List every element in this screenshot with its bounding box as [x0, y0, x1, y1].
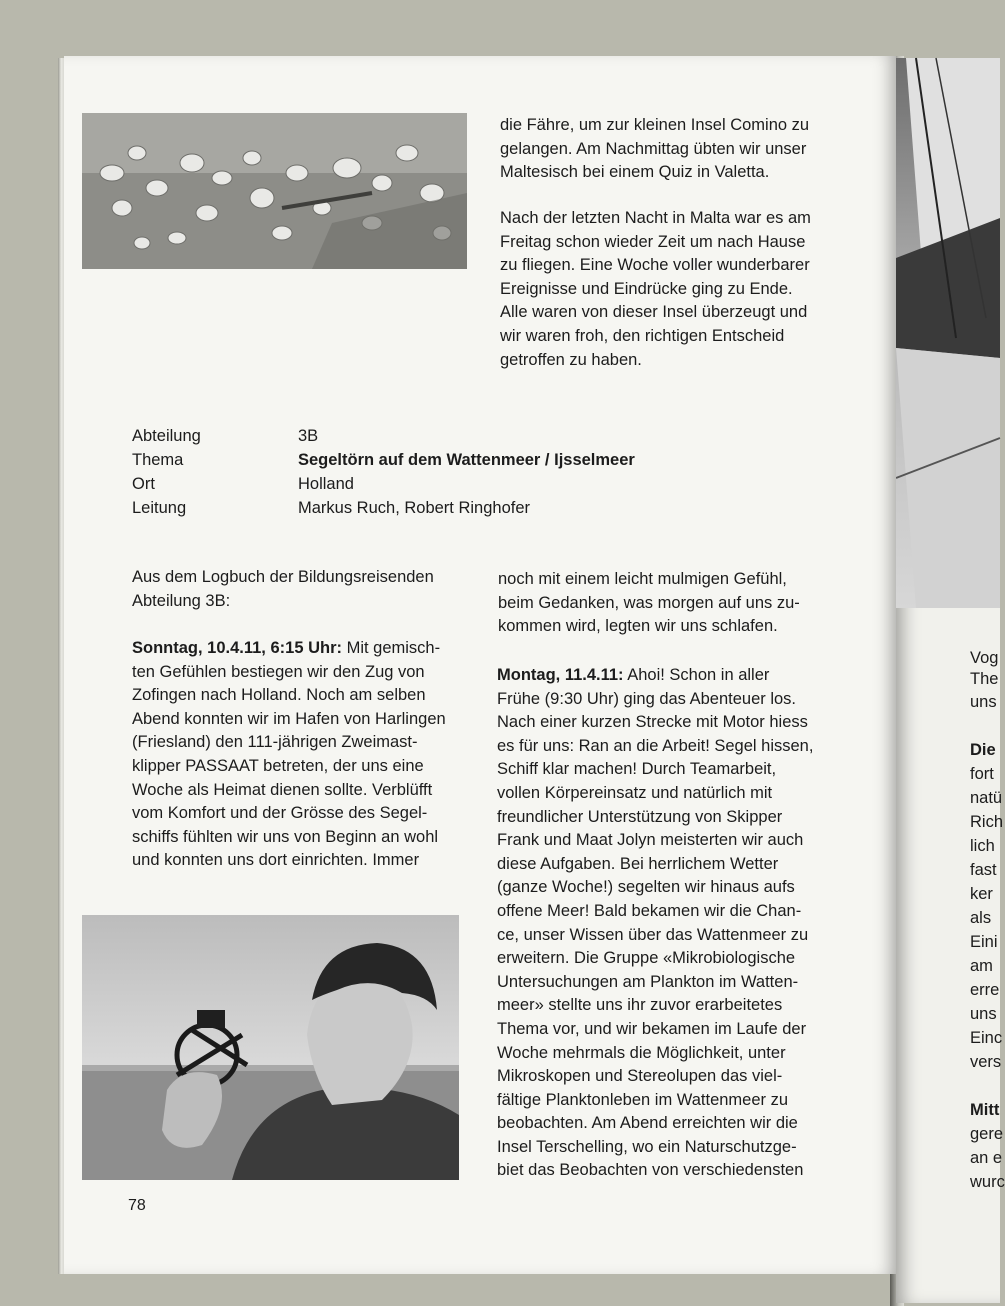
- text-line: schiffs fühlten wir uns von Beginn an wohl: [132, 827, 439, 846]
- right-page-fragment: an e: [970, 1149, 1003, 1167]
- text-line: Nach einer kurzen Strecke mit Motor hiess: [497, 713, 808, 732]
- right-page-fragment: vers: [970, 1053, 1002, 1071]
- info-row-abteilung: [132, 424, 692, 448]
- right-page-fragment: Einc: [970, 1029, 1003, 1047]
- text-line: Insel Terschelling, wo ein Naturschutzge-: [497, 1137, 797, 1156]
- info-value-abteilung: 3B: [298, 427, 319, 445]
- right-page-fragment: Vog: [970, 649, 999, 667]
- text-line: beobachten. Am Abend erreichten wir die: [497, 1114, 798, 1133]
- text-line: Abteilung 3B:: [132, 591, 231, 610]
- text-line: es für uns: Ran an die Arbeit! Segel hissen,: [497, 736, 814, 755]
- text-line: klipper PASSAAT betreten, der uns eine: [132, 756, 424, 775]
- text-line: Ereignisse und Eindrücke ging zu Ende.: [500, 279, 793, 298]
- text-line: Mit gemisch-: [342, 639, 441, 657]
- text-line: wir waren froh, den richtigen Entscheid: [500, 326, 785, 345]
- info-label: Abteilung: [132, 427, 201, 445]
- text-line: (Friesland) den 111-jährigen Zweimast-: [132, 733, 418, 752]
- sunday-entry: [132, 637, 462, 873]
- text-line: noch mit einem leicht mulmigen Gefühl,: [498, 570, 787, 588]
- text-line: Aus dem Logbuch der Bildungsreisenden: [132, 568, 434, 586]
- text-line: ten Gefühlen bestiegen wir den Zug von: [132, 662, 425, 681]
- text-line: und konnten uns dort einrichten. Immer: [132, 851, 420, 870]
- right-page-fragment: ker: [970, 885, 993, 903]
- text-line: meer» stellte uns ihr zuvor erarbeitetes: [497, 996, 783, 1015]
- text-line: (ganze Woche!) segelten wir hinaus aufs: [497, 878, 795, 897]
- right-page-fragment: fast: [970, 861, 997, 879]
- text-line: beim Gedanken, was morgen auf uns zu-: [498, 593, 800, 612]
- right-page-fragment: Mitt: [970, 1101, 1000, 1119]
- right-page-fragment: Die: [970, 741, 996, 759]
- text-line: biet das Beobachten von verschiedensten: [497, 1161, 804, 1180]
- text-line: Frühe (9:30 Uhr) ging das Abenteuer los.: [497, 689, 797, 708]
- text-line: Woche mehrmals die Möglichkeit, unter: [497, 1043, 786, 1062]
- right-page-fragment: wurc: [970, 1173, 1005, 1191]
- right-page-fragment: uns: [970, 693, 997, 711]
- text-line: Zofingen nach Holland. Noch am selben: [132, 686, 426, 705]
- sunday-entry-cont: [498, 568, 831, 639]
- info-label: Leitung: [132, 499, 187, 517]
- sailboat-photo: [896, 58, 1000, 608]
- info-label: Thema: [132, 451, 184, 469]
- text-line: fältige Planktonleben im Wattenmeer zu: [497, 1090, 789, 1109]
- text-line: vom Komfort und der Grösse des Segel-: [132, 804, 428, 823]
- text-line: gelangen. Am Nachmittag übten wir unser: [500, 139, 807, 158]
- text-line: Freitag schon wieder Zeit um nach Hause: [500, 232, 806, 251]
- info-row-thema: [132, 448, 692, 472]
- right-page-fragment: gere: [970, 1125, 1004, 1143]
- text-line: Thema vor, und wir bekamen im Laufe der: [497, 1019, 807, 1038]
- text-line: Schiff klar machen! Durch Teamarbeit,: [497, 760, 777, 779]
- text-line: offene Meer! Bald bekamen wir die Chan-: [497, 901, 802, 920]
- malta-text-end: [500, 114, 830, 185]
- text-line: Abend konnten wir im Hafen von Harlingen: [132, 709, 446, 728]
- text-line: Mikroskopen und Stereolupen das viel-: [497, 1067, 783, 1086]
- page-number: 78: [128, 1197, 146, 1214]
- info-value-thema: Segeltörn auf dem Wattenmeer / Ijsselmeer: [298, 451, 635, 469]
- sextant-photo: [82, 915, 459, 1180]
- malta-text-final: [500, 207, 830, 372]
- text-line: getroffen zu haben.: [500, 350, 642, 369]
- right-page-fragment: natü: [970, 789, 1003, 807]
- right-page-fragment: The: [970, 670, 999, 688]
- text-line: Maltesisch bei einem Quiz in Valetta.: [500, 163, 770, 182]
- right-page-fragment: als: [970, 909, 992, 927]
- sunday-heading: Sonntag, 10.4.11, 6:15 Uhr:: [132, 639, 342, 657]
- right-page-fragment: uns: [970, 1005, 997, 1023]
- right-page-fragment: Eini: [970, 933, 998, 951]
- info-row-ort: [132, 472, 692, 496]
- info-value-leitung: Markus Ruch, Robert Ringhofer: [298, 499, 531, 517]
- right-page-fragment: am: [970, 957, 993, 975]
- right-page-fragment: lich: [970, 837, 995, 855]
- text-line: zu fliegen. Eine Woche voller wunderbarer: [500, 256, 810, 275]
- text-line: Ahoi! Schon in aller: [623, 666, 770, 684]
- monday-entry: [497, 664, 830, 1183]
- info-value-ort: Holland: [298, 475, 354, 493]
- text-line: erweitern. Die Gruppe «Mikrobiologische: [497, 949, 796, 968]
- right-page-fragment: fort: [970, 765, 994, 783]
- text-line: kommen wird, legten wir uns schlafen.: [498, 617, 778, 636]
- monday-heading: Montag, 11.4.11:: [497, 666, 624, 684]
- text-line: Frank und Maat Jolyn meisterten wir auch: [497, 831, 804, 850]
- info-row-leitung: [132, 496, 692, 520]
- right-page-fragment: Rich: [970, 813, 1004, 831]
- stones-photo: [82, 113, 467, 269]
- text-line: freundlicher Unterstützung von Skipper: [497, 807, 783, 826]
- right-page-fragment: erre: [970, 981, 1000, 999]
- text-line: diese Aufgaben. Bei herrlichem Wetter: [497, 854, 779, 873]
- text-line: die Fähre, um zur kleinen Insel Comino zu: [500, 116, 810, 134]
- text-line: Nach der letzten Nacht in Malta war es am: [500, 209, 811, 227]
- logbook-intro: [132, 566, 462, 613]
- text-line: Alle waren von dieser Insel überzeugt und: [500, 303, 808, 322]
- text-line: vollen Körpereinsatz und natürlich mit: [497, 783, 773, 802]
- info-label: Ort: [132, 475, 155, 493]
- course-info: [132, 424, 692, 520]
- text-line: Untersuchungen am Plankton im Watten-: [497, 972, 799, 991]
- text-line: Woche als Heimat dienen sollte. Verblüfft: [132, 780, 433, 799]
- text-line: ce, unser Wissen über das Wattenmeer zu: [497, 925, 809, 944]
